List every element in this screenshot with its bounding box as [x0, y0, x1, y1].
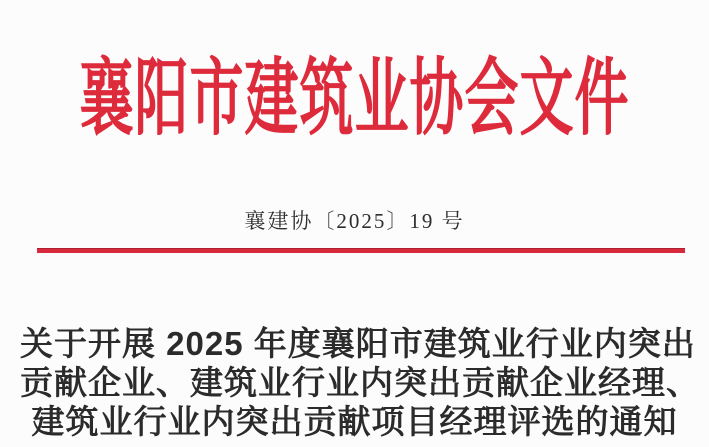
- document-reference-number: 襄建协〔2025〕19 号: [244, 209, 465, 233]
- document-title-line-3: 建筑业行业内突出贡献项目经理评选的通知: [31, 403, 678, 440]
- document-header-org-title: 襄阳市建筑业协会文件: [79, 51, 630, 145]
- document-title-line-1: 关于开展 2025 年度襄阳市建筑业行业内突出: [20, 325, 696, 362]
- document-title-line-2: 贡献企业、建筑业行业内突出贡献企业经理、: [20, 364, 700, 401]
- red-divider-line: [37, 248, 685, 253]
- document-title: [20, 324, 700, 441]
